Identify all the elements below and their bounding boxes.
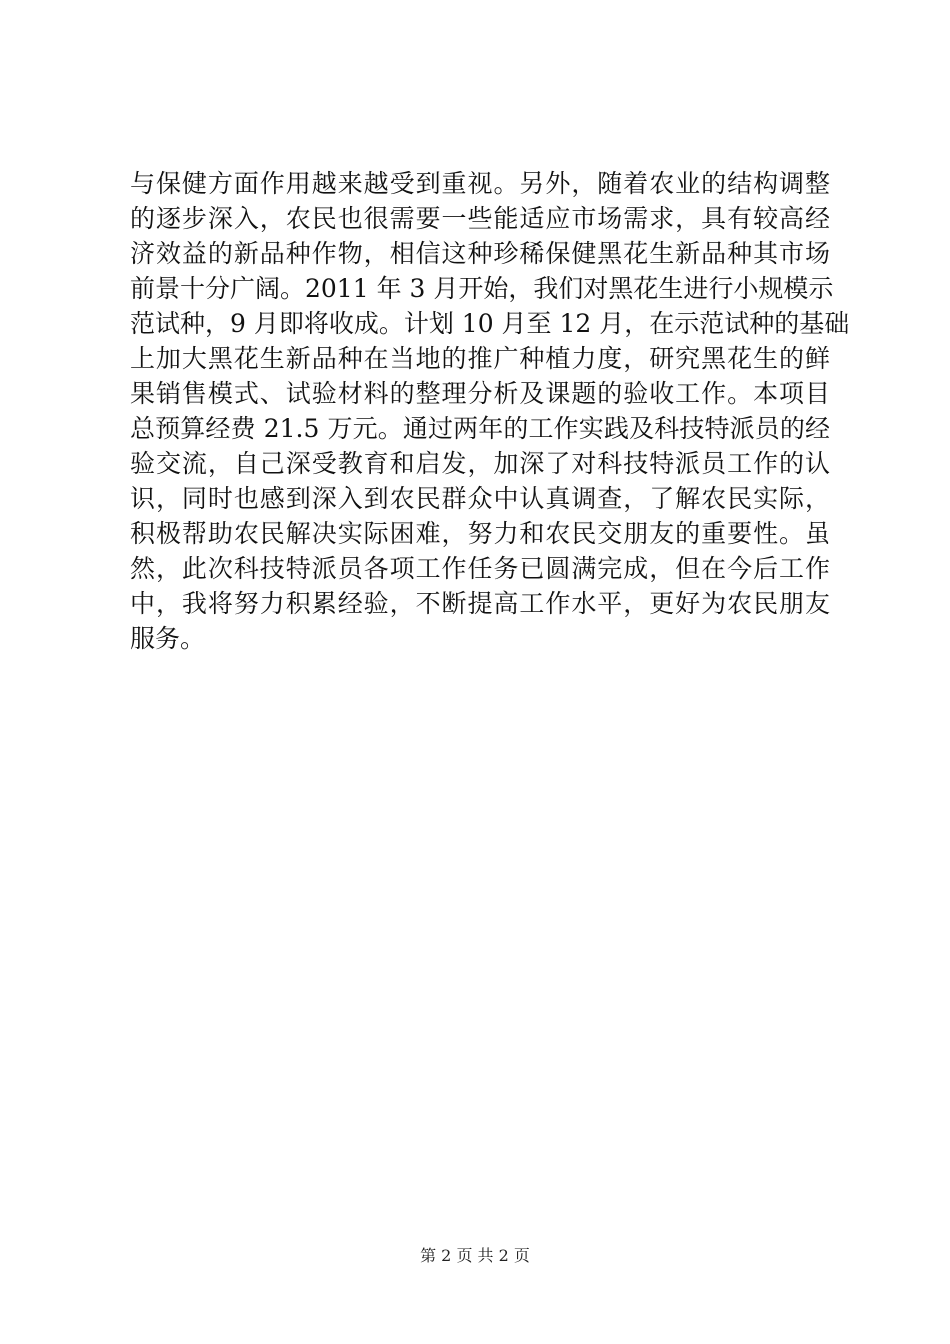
paragraph-line-3: 济效益的新品种作物，相信这种珍稀保健黑花生新品种其市场 [130,239,830,268]
paragraph-line-4: 前景十分广阔。2011 年 3 月开始，我们对黑花生进行小规模示 [130,274,834,303]
paragraph-line-9: 验交流，自己深受教育和启发，加深了对科技特派员工作的认 [130,449,830,478]
paragraph-line-1: 与保健方面作用越来越受到重视。另外，随着农业的结构调整 [130,169,830,198]
paragraph-line-10: 识，同时也感到深入到农民群众中认真调查，了解农民实际， [130,484,830,513]
paragraph-line-14: 服务。 [130,624,206,653]
paragraph-line-7: 果销售模式、试验材料的整理分析及课题的验收工作。本项目 [130,379,830,408]
paragraph-line-11: 积极帮助农民解决实际困难，努力和农民交朋友的重要性。虽 [130,519,830,548]
paragraph-line-2: 的逐步深入，农民也很需要一些能适应市场需求，具有较高经 [130,204,830,233]
paragraph-line-8: 总预算经费 21.5 万元。通过两年的工作实践及科技特派员的经 [130,414,830,443]
paragraph-line-13: 中，我将努力积累经验，不断提高工作水平，更好为农民朋友 [130,589,830,618]
body-paragraph [130,166,850,656]
page-footer: 第 2 页 共 2 页 [420,1246,530,1265]
paragraph-line-5: 范试种，9 月即将收成。计划 10 月至 12 月，在示范试种的基础 [130,309,850,338]
paragraph-line-12: 然，此次科技特派员各项工作任务已圆满完成，但在今后工作 [130,554,830,583]
paragraph-line-6: 上加大黑花生新品种在当地的推广种植力度，研究黑花生的鲜 [130,344,830,373]
